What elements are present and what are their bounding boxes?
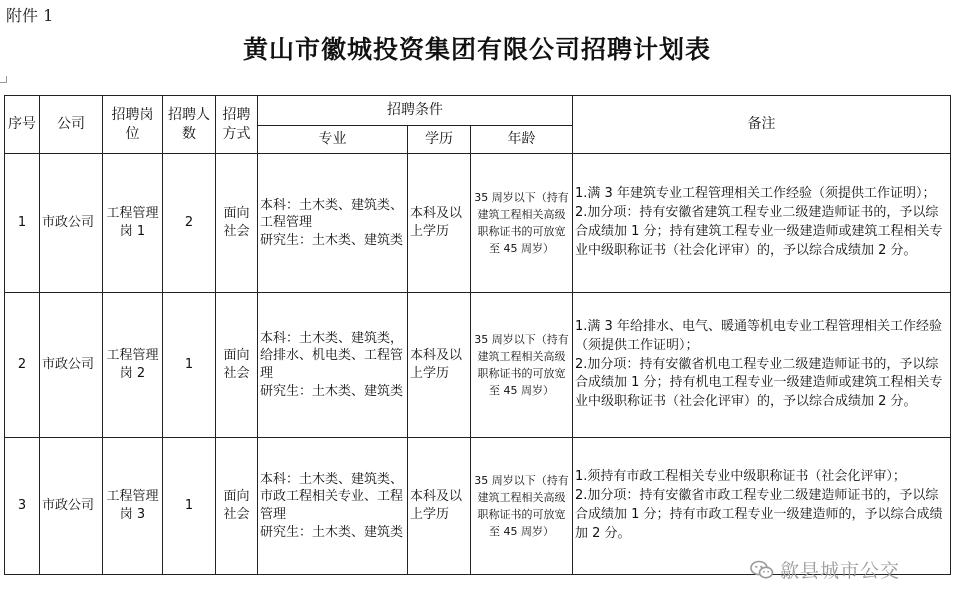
wechat-icon xyxy=(750,560,774,580)
remark-line: 2.加分项：持有安徽省建筑工程专业二级建造师证书的，予以综合成绩加 1 分；持有建筑工程专业一级建造师或建筑工程相关专业中级职称证书（社会化评审）的，予以综合成绩加 2 分。 xyxy=(575,205,943,258)
cell-position: 工程管理岗 3 xyxy=(103,438,163,575)
major-undergrad: 本科：土木类、建筑类、市政工程相关专业、工程管理 xyxy=(260,471,404,522)
cell-count: 1 xyxy=(163,293,216,438)
cell-company: 市政公司 xyxy=(40,438,103,575)
recruitment-plan-table xyxy=(4,95,951,575)
cell-seq: 3 xyxy=(5,438,40,575)
cell-remarks xyxy=(573,154,951,293)
table-row xyxy=(5,154,951,293)
cell-method: 面向社会 xyxy=(216,293,258,438)
remark-line: 1.须持有市政工程相关专业中级职称证书（社会化评审）； xyxy=(575,469,906,485)
cell-position: 工程管理岗 1 xyxy=(103,154,163,293)
cell-remarks xyxy=(573,293,951,438)
page-corner-mark xyxy=(0,76,7,83)
cell-age: 35 周岁以下（持有建筑工程相关高级职称证书的可放宽至 45 周岁） xyxy=(471,438,573,575)
major-undergrad: 本科：土木类、建筑类、工程管理 xyxy=(260,197,404,231)
page-title: 黄山市徽城投资集团有限公司招聘计划表 xyxy=(242,35,711,64)
remark-line: 2.加分项：持有安徽省机电工程专业二级建造师证书的，予以综合成绩加 1 分；持有机电工程专业一级建造师或建筑工程相关专业中级职称证书（社会化评审）的，予以综合成绩加 2 分。 xyxy=(575,356,943,410)
header-row-1 xyxy=(5,96,951,126)
header-position: 招聘岗位 xyxy=(103,96,163,154)
header-count: 招聘人数 xyxy=(163,96,216,154)
cell-age: 35 周岁以下（持有建筑工程相关高级职称证书的可放宽至 45 周岁） xyxy=(471,293,573,438)
cell-major xyxy=(258,154,408,293)
cell-method: 面向社会 xyxy=(216,154,258,293)
cell-position: 工程管理岗 2 xyxy=(103,293,163,438)
header-company: 公司 xyxy=(40,96,103,154)
major-graduate: 研究生：土木类、建筑类 xyxy=(260,232,404,248)
cell-age: 35 周岁以下（持有建筑工程相关高级职称证书的可放宽至 45 周岁） xyxy=(471,154,573,293)
major-graduate: 研究生：土木类、建筑类 xyxy=(260,383,404,399)
table-row xyxy=(5,293,951,438)
cell-company: 市政公司 xyxy=(40,154,103,293)
cell-method: 面向社会 xyxy=(216,438,258,575)
remark-line: 2.加分项：持有安徽省市政工程专业二级建造师证书的，予以综合成绩加 1 分；持有市政工程专业一级建造师的，予以综合成绩加 2 分。 xyxy=(575,488,943,541)
header-seq: 序号 xyxy=(5,96,40,154)
header-remarks: 备注 xyxy=(573,96,951,154)
header-method: 招聘方式 xyxy=(216,96,258,154)
cell-education: 本科及以上学历 xyxy=(408,154,471,293)
cell-education: 本科及以上学历 xyxy=(408,293,471,438)
cell-major xyxy=(258,293,408,438)
remark-line: 1.满 3 年给排水、电气、暖通等机电专业工程管理相关工作经验（须提供工作证明）； xyxy=(575,318,942,353)
table-row xyxy=(5,438,951,575)
cell-company: 市政公司 xyxy=(40,293,103,438)
watermark-text: 歙县城市公交 xyxy=(780,560,901,582)
remark-line: 1.满 3 年建筑专业工程管理相关工作经验（须提供工作证明）； xyxy=(575,186,936,202)
header-education: 学历 xyxy=(408,126,471,154)
cell-major xyxy=(258,438,408,575)
cell-remarks xyxy=(573,438,951,575)
wechat-watermark xyxy=(750,556,900,583)
cell-count: 2 xyxy=(163,154,216,293)
cell-seq: 1 xyxy=(5,154,40,293)
cell-seq: 2 xyxy=(5,293,40,438)
cell-count: 1 xyxy=(163,438,216,575)
header-conditions: 招聘条件 xyxy=(258,96,573,126)
major-graduate: 研究生：土木类、建筑类 xyxy=(260,524,404,540)
header-age: 年龄 xyxy=(471,126,573,154)
major-undergrad: 本科：土木类、建筑类，给排水、机电类、工程管理 xyxy=(260,330,404,381)
attachment-label: 附件 1 xyxy=(6,6,54,25)
cell-education: 本科及以上学历 xyxy=(408,438,471,575)
header-major: 专业 xyxy=(258,126,408,154)
